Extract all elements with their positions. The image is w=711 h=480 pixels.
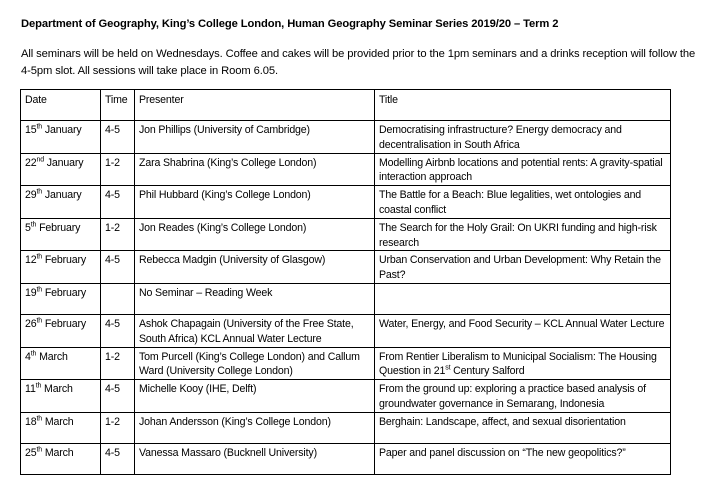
date-suffix: th	[36, 123, 43, 131]
date-suffix: th	[36, 317, 43, 325]
date-month: March	[44, 383, 73, 396]
table-row	[21, 121, 671, 154]
table-row	[21, 218, 671, 251]
table-row	[21, 443, 671, 474]
date-day: 15	[25, 124, 37, 136]
table-row	[21, 186, 671, 219]
cell-date	[21, 218, 101, 251]
date-suffix: th	[30, 350, 37, 358]
date-suffix: th	[36, 188, 43, 196]
cell-time: 1-2	[101, 153, 135, 186]
date-day: 18	[25, 415, 37, 428]
cell-presenter: Rebecca Madgin (University of Glasgow)	[135, 251, 375, 284]
cell-time: 1-2	[101, 347, 135, 380]
table-row	[21, 153, 671, 186]
date-suffix: th	[30, 221, 37, 229]
cell-time: 4-5	[101, 380, 135, 413]
cell-presenter: No Seminar – Reading Week	[135, 283, 375, 314]
table-row	[21, 412, 671, 443]
cell-presenter: Tom Purcell (King’s College London) and Callum Ward (University College London)	[135, 347, 375, 380]
cell-presenter: Vanessa Massaro (Bucknell University)	[135, 443, 375, 474]
cell-title: Democratising infrastructure? Energy democracy and decentralisation in South Africa	[375, 121, 671, 154]
cell-time: 4-5	[101, 314, 135, 347]
cell-time	[101, 283, 135, 314]
cell-title: Modelling Airbnb locations and potential rents: A gravity-spatial interaction approach	[375, 153, 671, 186]
cell-time: 4-5	[101, 251, 135, 284]
date-day: 5	[25, 221, 31, 234]
date-month: January	[44, 189, 82, 202]
date-month: March	[44, 446, 74, 459]
cell-date	[21, 153, 101, 186]
intro-paragraph: All seminars will be held on Wednesdays. Coffee and cakes will be provided prior to the 1pm seminars and a drinks reception will follow the 4-5pm slot. All sessions will take place in Room 6.05.	[21, 48, 696, 77]
cell-time: 4-5	[101, 186, 135, 219]
date-day: 12	[25, 254, 37, 267]
cell-time: 4-5	[101, 443, 135, 474]
cell-date	[21, 121, 101, 154]
date-month: March	[44, 415, 74, 428]
table-row	[21, 380, 671, 413]
date-day: 25	[25, 446, 37, 459]
cell-date	[21, 347, 101, 380]
cell-title	[375, 347, 671, 380]
cell-title: The Battle for a Beach: Blue legalities, wet ontologies and coastal conflict	[375, 186, 671, 219]
table-row	[21, 314, 671, 347]
title-ordinal-suffix: st	[445, 364, 451, 372]
table-row	[21, 251, 671, 284]
cell-presenter: Ashok Chapagain (University of the Free State, South Africa) KCL Annual Water Lecture	[135, 314, 375, 347]
date-day: 26	[25, 317, 37, 330]
cell-date	[21, 412, 101, 443]
date-suffix: th	[36, 415, 43, 423]
cell-date	[21, 186, 101, 219]
cell-time: 4-5	[101, 121, 135, 154]
document-heading: Department of Geography, King’s College London, Human Geography Seminar Series 2019/20 – Term 2	[21, 18, 559, 30]
cell-date	[21, 251, 101, 284]
cell-presenter: Johan Andersson (King’s College London)	[135, 412, 375, 443]
date-suffix: nd	[36, 156, 44, 164]
cell-time: 1-2	[101, 412, 135, 443]
date-suffix: th	[36, 446, 43, 454]
cell-time: 1-2	[101, 218, 135, 251]
cell-date	[21, 314, 101, 347]
date-month: January	[44, 124, 82, 136]
cell-presenter: Jon Reades (King’s College London)	[135, 218, 375, 251]
table-row	[21, 283, 671, 314]
cell-presenter: Phil Hubbard (King’s College London)	[135, 186, 375, 219]
date-suffix: th	[36, 286, 43, 294]
cell-title: Berghain: Landscape, affect, and sexual disorientation	[375, 412, 671, 443]
cell-title: Paper and panel discussion on “The new geopolitics?”	[375, 443, 671, 474]
cell-title: The Search for the Holy Grail: On UKRI funding and high-risk research	[375, 218, 671, 251]
cell-title	[375, 283, 671, 314]
cell-presenter: Jon Phillips (University of Cambridge)	[135, 121, 375, 154]
table-row	[21, 347, 671, 380]
cell-title: From the ground up: exploring a practice based analysis of groundwater governance in Semarang, Indonesia	[375, 380, 671, 413]
header-title: Title	[375, 90, 671, 121]
seminar-schedule-table	[20, 89, 671, 475]
date-month: March	[39, 350, 68, 363]
date-month: January	[46, 156, 84, 169]
table-header-row	[21, 90, 671, 121]
date-suffix: th	[36, 253, 43, 261]
cell-date	[21, 443, 101, 474]
date-day: 29	[25, 189, 37, 202]
date-day: 11	[25, 383, 36, 396]
date-month: February	[44, 254, 87, 267]
cell-title: Water, Energy, and Food Security – KCL Annual Water Lecture	[375, 314, 671, 347]
cell-date	[21, 380, 101, 413]
header-presenter: Presenter	[135, 90, 375, 121]
date-month: February	[44, 286, 87, 299]
cell-presenter: Zara Shabrina (King’s College London)	[135, 153, 375, 186]
title-text: From Rentier Liberalism to Municipal Socialism: The Housing Question in 21	[379, 350, 657, 378]
cell-presenter: Michelle Kooy (IHE, Delft)	[135, 380, 375, 413]
date-suffix: th	[35, 382, 42, 390]
date-day: 4	[25, 350, 31, 363]
date-day: 19	[25, 286, 37, 299]
date-day: 22	[25, 156, 37, 169]
date-month: February	[44, 317, 87, 330]
date-month: February	[39, 221, 81, 234]
cell-date	[21, 283, 101, 314]
title-text-end: Century Salford	[450, 365, 525, 378]
header-time: Time	[101, 90, 135, 121]
cell-title: Urban Conservation and Urban Development: Why Retain the Past?	[375, 251, 671, 284]
header-date: Date	[21, 90, 101, 121]
